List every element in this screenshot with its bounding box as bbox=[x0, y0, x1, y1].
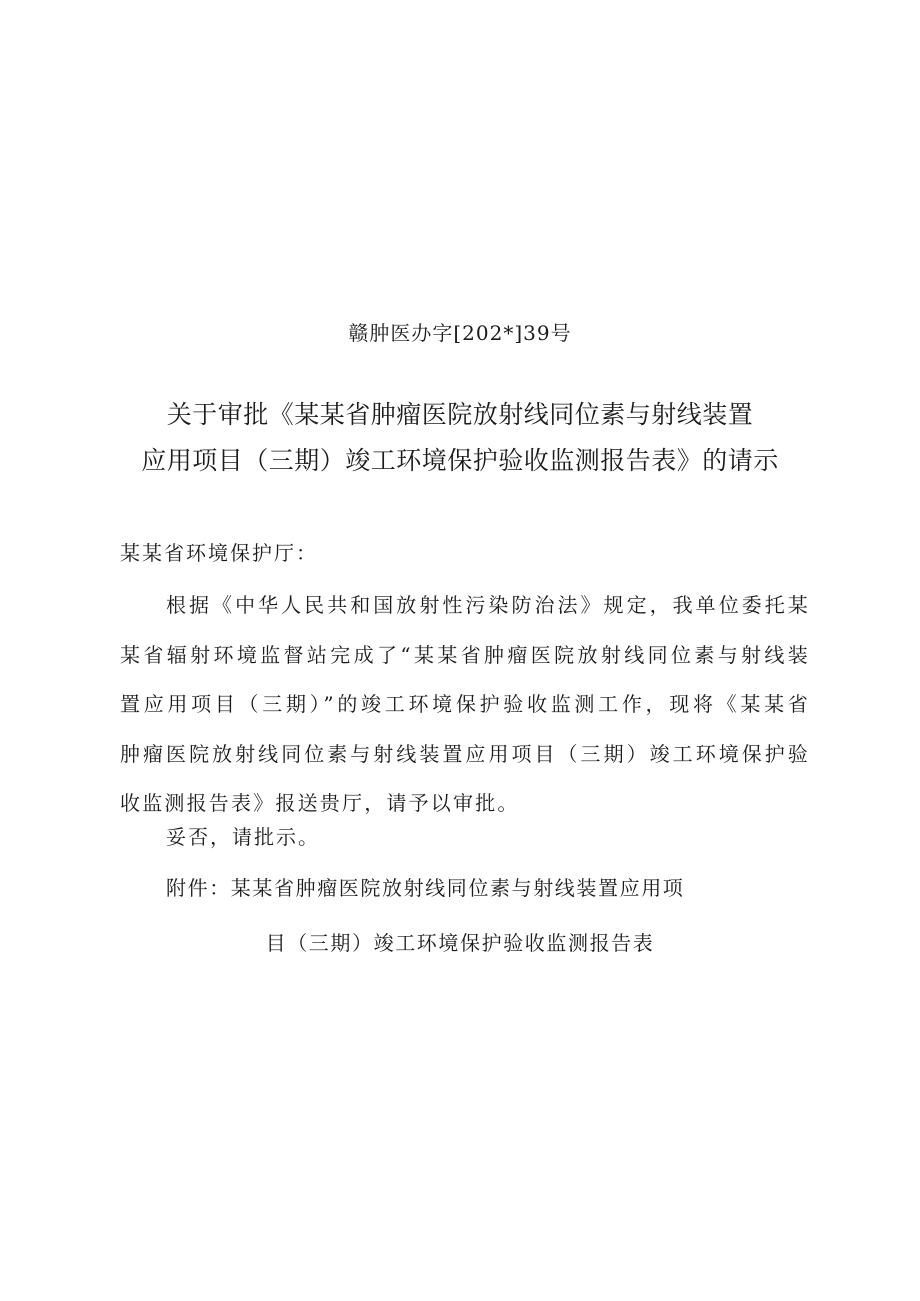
body-line-4: 肿瘤医院放射线同位素与射线装置应用项目（三期）竣工环境保护验 bbox=[120, 741, 810, 766]
document-title bbox=[0, 392, 920, 484]
attachment-line-1: 附件：某某省肿瘤医院放射线同位素与射线装置应用项 bbox=[166, 876, 685, 900]
closing-remark: 妥否，请批示。 bbox=[166, 825, 320, 849]
body-line-2: 某省辐射环境监督站完成了“某某省肿瘤医院放射线同位素与射线装 bbox=[120, 642, 810, 667]
salutation: 某某省环境保护厅： bbox=[120, 541, 318, 565]
title-line-1: 关于审批《某某省肿瘤医院放射线同位素与射线装置 bbox=[166, 400, 754, 429]
attachment-line-2: 目（三期）竣工环境保护验收监测报告表 bbox=[265, 931, 655, 955]
title-line-2: 应用项目（三期）竣工环境保护验收监测报告表》的请示 bbox=[141, 446, 779, 475]
document-number: 赣肿医办字[202*]39号 bbox=[348, 321, 572, 345]
body-line-5: 收监测报告表》报送贵厅，请予以审批。 bbox=[120, 791, 520, 815]
body-line-3: 置应用项目（三期）”的竣工环境保护验收监测工作，现将《某某省 bbox=[120, 692, 810, 716]
body-line-1: 根据《中华人民共和国放射性污染防治法》规定，我单位委托某 bbox=[166, 593, 810, 617]
body-paragraph bbox=[120, 581, 810, 829]
